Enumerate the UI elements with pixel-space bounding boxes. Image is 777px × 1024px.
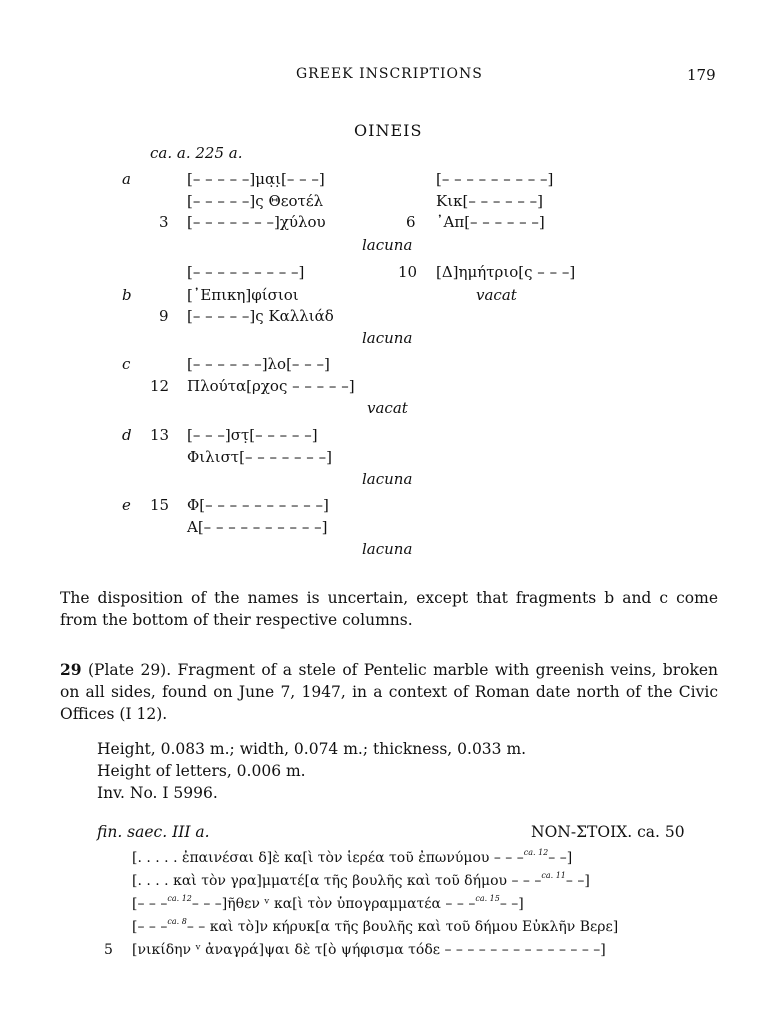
entry-number: 29 bbox=[60, 660, 82, 679]
inscription-line-1: [. . . . . ἐπαινέσαι δ]ὲ κα[ὶ τὸν ἱερέα τοῦ ἐπωνύμου – – –$^{ca. 12}$– –] bbox=[132, 848, 573, 866]
line-number: 9 bbox=[159, 307, 169, 325]
note-paragraph: The disposition of the names is uncertain, except that fragments b and c come from the bottom of their respective columns. bbox=[60, 589, 718, 629]
dimensions: Height, 0.083 m.; width, 0.074 m.; thickness, 0.033 m. bbox=[97, 740, 527, 758]
page-number: 179 bbox=[687, 66, 716, 84]
letter-height: Height of letters, 0.006 m. bbox=[97, 762, 306, 780]
frag-b-line-1: [– – – – – – – – –] bbox=[187, 263, 305, 281]
vacat: vacat bbox=[476, 286, 517, 304]
lacuna: lacuna bbox=[362, 236, 413, 254]
inscription-date: fin. saec. III a. bbox=[97, 823, 210, 841]
frag-c-line-2: Πλούτα[ρχος – – – – –] bbox=[187, 377, 355, 395]
inscription-line-2: [. . . . καὶ τὸν γρα]μματέ[α τῆς βουλῆς καὶ τοῦ δήμου – – –$^{ca. 11}$– –] bbox=[132, 871, 590, 889]
frag-c-line-1: [– – – – – –]λο[– – –] bbox=[187, 355, 330, 373]
running-title: GREEK INSCRIPTIONS bbox=[296, 66, 483, 82]
lacuna: lacuna bbox=[362, 329, 413, 347]
frag-a-col2-line-2: Κικ[– – – – – –] bbox=[436, 192, 544, 210]
entry-text: (Plate 29). Fragment of a stele of Pentelic marble with greenish veins, broken on all sides, found on June 7, 1947, in a context of Roman date north of the Civic Offices (I 12). bbox=[60, 661, 718, 723]
frag-d-line-1: [– – –]στ̣[– – – – –] bbox=[187, 426, 318, 444]
line-number: 10 bbox=[398, 263, 418, 281]
frag-a-line-2: [– – – – –]ς Θεοτέλ bbox=[187, 192, 324, 210]
section-title: OINEIS bbox=[354, 121, 423, 140]
fragment-letter-a: a bbox=[122, 170, 131, 188]
inscription-line-4: [– – –$^{ca. 8}$– – καὶ τὸ]ν κήρυκ[α τῆς βουλῆς καὶ τοῦ δήμου Εὐκλῆν Βερε] bbox=[132, 917, 619, 935]
inscription-line-5: [νικίδην ᵛ ἀναγρά]ψαι δὲ τ[ὸ ψήφισμα τόδε – – – – – – – – – – – – – –] bbox=[132, 942, 606, 958]
frag-a-line-3: [– – – – – – –]χύλου bbox=[187, 213, 326, 231]
frag-a-line-1: [– – – – –]μα̣ι̣[– – –] bbox=[187, 170, 325, 188]
entry-29-description bbox=[60, 659, 718, 725]
frag-e-line-2: Α[– – – – – – – – – –] bbox=[187, 518, 328, 536]
vacat: vacat bbox=[367, 399, 408, 417]
frag-b-line-3: [– – – – –]ς Καλλιάδ bbox=[187, 307, 334, 325]
fragment-letter-c: c bbox=[122, 355, 131, 373]
line-number: 12 bbox=[150, 377, 170, 395]
fragment-letter-b: b bbox=[122, 286, 132, 304]
frag-e-line-1: Φ[– – – – – – – – – –] bbox=[187, 496, 329, 514]
inventory-number: Inv. No. I 5996. bbox=[97, 784, 218, 802]
frag-d-line-2: Φιλιστ[– – – – – – –] bbox=[187, 448, 332, 466]
frag-a-col2-line-3: ᾿Απ[– – – – – –] bbox=[436, 213, 545, 231]
line-number: 5 bbox=[104, 942, 113, 958]
line-number: 13 bbox=[150, 426, 170, 444]
fragment-letter-d: d bbox=[122, 426, 132, 444]
lacuna: lacuna bbox=[362, 470, 413, 488]
lacuna: lacuna bbox=[362, 540, 413, 558]
frag-a-col2-line-1: [– – – – – – – – –] bbox=[436, 170, 554, 188]
fragment-letter-e: e bbox=[122, 496, 131, 514]
frag-b-col2-line: [Δ]ημήτριο[ς – – –] bbox=[436, 263, 576, 281]
section-date: ca. a. 225 a. bbox=[150, 144, 243, 162]
line-number: 6 bbox=[406, 213, 416, 231]
inscription-line-3: [– – –$^{ca. 12}$– – –]ῆθεν ᵛ κα[ὶ τὸν ὑπογραμματέα – – –$^{ca. 15}$– –] bbox=[132, 894, 524, 912]
stoichedon-note: ΝΟΝ-ΣΤΟΙΧ. ca. 50 bbox=[531, 823, 685, 841]
line-number: 15 bbox=[150, 496, 170, 514]
frag-b-line-2: [᾿Επικη]φίσιοι bbox=[187, 286, 299, 304]
line-number: 3 bbox=[159, 213, 169, 231]
